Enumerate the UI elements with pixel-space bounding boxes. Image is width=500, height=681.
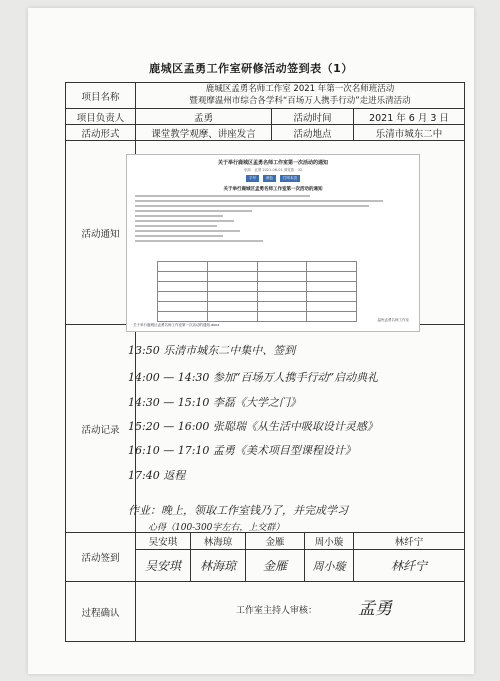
- record-line: 14:00 — 14:30 参加“百场万人携手行动”启动典礼: [128, 371, 379, 384]
- approver-signature: 孟勇: [358, 599, 392, 619]
- label-activity-location: 活动地点: [272, 125, 354, 141]
- notice-buttons: [127, 175, 419, 182]
- signature-4: 周小璇: [305, 550, 354, 582]
- record-line: 14:30 — 15:10 李磊《大学之门》: [128, 396, 301, 409]
- notice-schedule-table: [157, 261, 357, 322]
- label-leader: 项目负责人: [66, 109, 136, 125]
- record-line: 作业：晚上，领取工作室钱乃了，并完成学习: [128, 504, 348, 517]
- signature-3: 金雁: [246, 550, 305, 582]
- location-value: 乐清市城东二中: [354, 125, 465, 141]
- notice-issuer: 温州孟勇名师工作室: [377, 318, 409, 322]
- project-name-value: 鹿城区孟勇名师工作室 2021 年第一次名师班活动 暨观摩温州市综合各学科“百场万人携手行动”走进乐清活动: [136, 83, 465, 109]
- label-confirm: 过程确认: [66, 582, 136, 642]
- notice-font-button[interactable]: 字号: [246, 175, 259, 182]
- notice-subtitle: 关于举行鹿城区孟勇名师工作室第一次活动的通知: [223, 187, 323, 192]
- signature-2: 林海琼: [191, 550, 246, 582]
- notice-color-button[interactable]: 颜色: [263, 175, 276, 182]
- label-notice: 活动通知: [66, 141, 136, 325]
- document-page: [28, 8, 474, 674]
- signin-name-5: 林纤宁: [354, 533, 465, 550]
- label-activity-form: 活动形式: [66, 125, 136, 141]
- signin-name-1: 吴安琪: [136, 533, 191, 550]
- label-activity-time: 活动时间: [272, 109, 354, 125]
- signin-name-3: 金雁: [246, 533, 305, 550]
- record-line: 17:40 返程: [128, 469, 186, 482]
- notice-screenshot: [126, 154, 420, 332]
- record-line: 15:20 — 16:00 张聪瑞《从生活中吸取设计灵感》: [128, 420, 378, 433]
- signature-1: 吴安琪: [136, 550, 191, 582]
- signin-name-2: 林海琼: [191, 533, 246, 550]
- label-signin: 活动签到: [66, 533, 136, 582]
- record-line: 16:10 — 17:10 孟勇《美术项目型课程设计》: [128, 444, 356, 457]
- form-value: 课堂教学观摩、讲座发言: [136, 125, 272, 141]
- notice-print-button[interactable]: 打印本页: [280, 175, 300, 182]
- record-line: 13:50 乐清市城东二中集中、签到: [128, 344, 296, 357]
- document-title: 鹿城区孟勇工作室研修活动签到表（1）: [149, 62, 353, 75]
- leader-value: 孟勇: [136, 109, 272, 125]
- label-project-name: 项目名称: [66, 83, 136, 109]
- signature-5: 林纤宁: [354, 550, 465, 582]
- approver-label: 工作室主持人审核：: [236, 606, 318, 616]
- time-value: 2021 年 6 月 3 日: [354, 109, 465, 125]
- signin-name-4: 周小璇: [305, 533, 354, 550]
- notice-attachment-link[interactable]: 关于举行鹿城区孟勇名师工作室第一次活动的通知.docx: [133, 323, 220, 327]
- notice-title: 关于举行鹿城区孟勇名师工作室第一次活动的通知: [217, 160, 328, 166]
- notice-meta: 来源：孟勇 2021-06-01 浏览数：32: [243, 168, 303, 172]
- label-record: 活动记录: [66, 325, 136, 533]
- record-line: 心得（100-300字左右，上交群）: [148, 523, 285, 533]
